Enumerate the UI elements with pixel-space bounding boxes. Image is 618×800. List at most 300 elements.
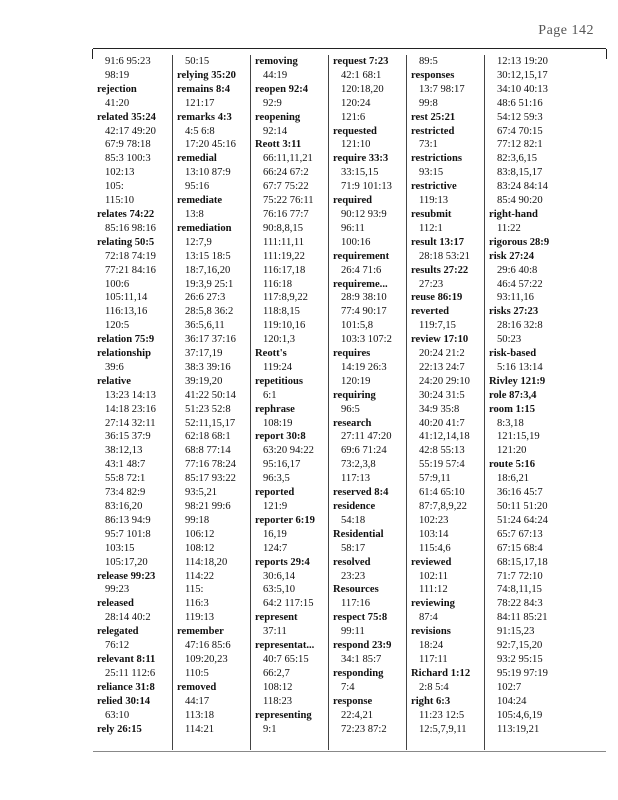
index-column-1 — [93, 55, 173, 750]
index-reference: 100:6 — [105, 278, 130, 290]
index-reference: 55:19 57:4 — [419, 459, 465, 471]
index-reference: 116:3 — [185, 598, 209, 610]
index-reference: 39:6 — [105, 361, 124, 373]
index-reference: 118:8,15 — [263, 306, 300, 318]
index-reference: 120:1,3 — [263, 334, 296, 346]
index-reference: 39:19,20 — [185, 375, 223, 387]
index-reference: 28:9 38:10 — [341, 292, 387, 304]
index-term: restrictions — [411, 153, 462, 165]
index-reference: 22:13 24:7 — [419, 361, 465, 373]
index-reference: 36:5,6,11 — [185, 320, 225, 332]
index-reference: 93:2 95:15 — [497, 653, 543, 665]
index-reference: 50:23 — [497, 334, 522, 346]
index-reference: 13:23 14:13 — [105, 389, 156, 401]
index-reference: 18:6,21 — [497, 473, 530, 485]
index-reference: 92:14 — [263, 125, 288, 137]
index-term: require 33:3 — [333, 153, 389, 165]
index-term: relegated — [97, 626, 139, 638]
index-reference: 20:24 21:2 — [419, 348, 465, 360]
index-term: Resources — [333, 584, 379, 596]
index-reference: 95:16,17 — [263, 459, 301, 471]
index-term: requireme... — [333, 278, 388, 290]
index-reference: 24:20 29:10 — [419, 375, 470, 387]
index-reference: 55:8 72:1 — [105, 473, 146, 485]
index-term: results 27:22 — [411, 264, 469, 276]
index-reference: 76:16 77:7 — [263, 208, 309, 220]
index-term: rigorous 28:9 — [489, 236, 550, 248]
index-reference: 96:11 — [341, 222, 365, 234]
index-reference: 73:4 82:9 — [105, 487, 146, 499]
index-reference: 34:9 35:8 — [419, 403, 460, 415]
index-reference: 105: — [105, 181, 124, 193]
index-term: response — [333, 695, 373, 707]
index-reference: 87:4 — [419, 612, 438, 624]
index-reference: 66:2,7 — [263, 667, 290, 679]
index-reference: 96:5 — [341, 403, 360, 415]
index-term: risk 27:24 — [489, 250, 535, 262]
index-reference: 111:19,22 — [263, 250, 305, 262]
index-term: relying 35:20 — [177, 69, 236, 81]
index-term: route 5:16 — [489, 459, 535, 471]
index-term: requires — [333, 348, 371, 360]
index-reference: 12:7,9 — [185, 236, 212, 248]
index-reference: 115:4,6 — [419, 542, 451, 554]
index-term: representing — [255, 709, 312, 721]
index-reference: 96:3,5 — [263, 473, 290, 485]
index-reference: 77:16 78:24 — [185, 459, 236, 471]
index-term: rest 25:21 — [411, 111, 456, 123]
index-reference: 120:19 — [341, 375, 371, 387]
index-term: relationship — [97, 348, 151, 360]
index-term: related 35:24 — [97, 111, 156, 123]
index-term: Richard 1:12 — [411, 667, 471, 679]
index-reference: 121:15,19 — [497, 431, 540, 443]
index-reference: 30:6,14 — [263, 570, 296, 582]
index-reference: 51:24 64:24 — [497, 514, 548, 526]
index-reference: 27:14 32:11 — [105, 417, 156, 429]
index-reference: 28:14 40:2 — [105, 612, 151, 624]
index-reference: 9:1 — [263, 723, 277, 735]
index-reference: 82:3,6,15 — [497, 153, 538, 165]
index-reference: 12:5,7,9,11 — [419, 723, 467, 735]
index-term: relating 50:5 — [97, 236, 155, 248]
index-reference: 72:23 87:2 — [341, 723, 387, 735]
index-reference: 106:12 — [185, 528, 215, 540]
index-term: Reott's — [255, 348, 287, 360]
index-reference: 102:7 — [497, 681, 522, 693]
index-term: resubmit — [411, 208, 452, 220]
index-reference: 36:15 37:9 — [105, 431, 151, 443]
index-term: relation 75:9 — [97, 334, 155, 346]
index-term: right 6:3 — [411, 695, 451, 707]
index-reference: 57:9,11 — [419, 473, 451, 485]
index-reference: 112:1 — [419, 222, 443, 234]
index-reference: 48:6 51:16 — [497, 97, 543, 109]
index-reference: 104:24 — [497, 695, 527, 707]
index-column-4 — [329, 55, 407, 750]
index-reference: 120:18,20 — [341, 83, 384, 95]
index-term: report 30:8 — [255, 431, 306, 443]
index-reference: 83:8,15,17 — [497, 167, 543, 179]
index-reference: 41:20 — [105, 97, 130, 109]
index-reference: 44:19 — [263, 69, 288, 81]
index-reference: 11:22 — [497, 222, 521, 234]
index-reference: 42:8 55:13 — [419, 445, 465, 457]
index-reference: 30:12,15,17 — [497, 69, 548, 81]
index-term: release 99:23 — [97, 570, 156, 582]
index-reference: 93:15 — [419, 167, 444, 179]
index-reference: 76:12 — [105, 640, 130, 652]
index-reference: 114:18,20 — [185, 556, 228, 568]
index-reference: 18:24 — [419, 640, 444, 652]
index-reference: 67:15 68:4 — [497, 542, 543, 554]
index-reference: 116:13,16 — [105, 306, 148, 318]
index-reference: 77:4 90:17 — [341, 306, 387, 318]
index-reference: 34:1 85:7 — [341, 653, 382, 665]
index-reference: 8:3,18 — [497, 417, 524, 429]
index-reference: 13:7 98:17 — [419, 83, 465, 95]
index-reference: 50:15 — [185, 56, 210, 67]
index-reference: 92:7,15,20 — [497, 640, 543, 652]
index-reference: 47:16 85:6 — [185, 640, 231, 652]
index-term: role 87:3,4 — [489, 389, 537, 401]
index-reference: 95:7 101:8 — [105, 528, 151, 540]
index-term: relative — [97, 375, 131, 387]
index-term: respond 23:9 — [333, 640, 392, 652]
index-reference: 58:17 — [341, 542, 366, 554]
index-reference: 68:8 77:14 — [185, 445, 231, 457]
index-reference: 23:23 — [341, 570, 366, 582]
index-reference: 90:12 93:9 — [341, 208, 387, 220]
index-reference: 85:3 100:3 — [105, 153, 151, 165]
index-reference: 103:3 107:2 — [341, 334, 392, 346]
index-reference: 120:5 — [105, 320, 130, 332]
index-reference: 116:18 — [263, 278, 293, 290]
index-reference: 119:13 — [185, 612, 215, 624]
index-term: reviewing — [411, 598, 455, 610]
index-reference: 90:8,8,15 — [263, 222, 304, 234]
index-reference: 105:17,20 — [105, 556, 148, 568]
index-reference: 14:19 26:3 — [341, 361, 387, 373]
index-reference: 4:5 6:8 — [185, 125, 215, 137]
index-reference: 102:13 — [105, 167, 135, 179]
index-reference: 67:4 70:15 — [497, 125, 543, 137]
index-reference: 66:24 67:2 — [263, 167, 309, 179]
index-term: remember — [177, 626, 224, 638]
index-reference: 75:22 76:11 — [263, 195, 314, 207]
index-term: relied 30:14 — [97, 695, 151, 707]
index-column-3 — [251, 55, 329, 750]
index-reference: 120:24 — [341, 97, 371, 109]
index-reference: 51:23 52:8 — [185, 403, 231, 415]
index-reference: 11:23 12:5 — [419, 709, 465, 721]
index-reference: 41:22 50:14 — [185, 389, 236, 401]
index-reference: 119:7,15 — [419, 320, 456, 332]
index-reference: 14:18 23:16 — [105, 403, 156, 415]
index-term: reported — [255, 487, 295, 499]
index-term: responding — [333, 667, 384, 679]
index-reference: 116:17,18 — [263, 264, 306, 276]
index-reference: 86:13 94:9 — [105, 514, 151, 526]
index-reference: 117:11 — [419, 653, 448, 665]
index-reference: 28:18 53:21 — [419, 250, 470, 262]
index-reference: 108:19 — [263, 417, 293, 429]
index-reference: 85:4 90:20 — [497, 195, 543, 207]
index-reference: 69:6 71:24 — [341, 445, 387, 457]
index-reference: 54:12 59:3 — [497, 111, 543, 123]
index-term: result 13:17 — [411, 236, 465, 248]
index-reference: 26:4 71:6 — [341, 264, 382, 276]
index-term: respect 75:8 — [333, 612, 388, 624]
index-reference: 124:7 — [263, 542, 288, 554]
index-term: risk-based — [489, 348, 537, 360]
index-reference: 22:4,21 — [341, 709, 374, 721]
index-reference: 95:16 — [185, 181, 210, 193]
index-reference: 99:8 — [419, 97, 438, 109]
index-term: remarks 4:3 — [177, 111, 232, 123]
index-reference: 33:15,15 — [341, 167, 379, 179]
index-reference: 42:1 68:1 — [341, 69, 382, 81]
index-reference: 25:11 112:6 — [105, 667, 156, 679]
index-reference: 63:20 94:22 — [263, 445, 314, 457]
index-reference: 77:12 82:1 — [497, 139, 543, 151]
index-reference: 115:10 — [105, 195, 135, 207]
index-reference: 67:7 75:22 — [263, 181, 309, 193]
index-term: representat... — [255, 640, 315, 652]
index-term: right-hand — [489, 208, 538, 220]
index-reference: 73:2,3,8 — [341, 459, 376, 471]
index-reference: 85:17 93:22 — [185, 473, 236, 485]
index-term: removed — [177, 681, 217, 693]
index-reference: 27:11 47:20 — [341, 431, 392, 443]
index-reference: 17:20 45:16 — [185, 139, 236, 151]
index-reference: 121:20 — [497, 445, 527, 457]
index-term: remains 8:4 — [177, 83, 231, 95]
word-index-columns — [93, 55, 606, 750]
index-term: restricted — [411, 125, 455, 137]
index-reference: 13:10 87:9 — [185, 167, 231, 179]
index-term: required — [333, 195, 373, 207]
index-reference: 98:19 — [105, 69, 130, 81]
index-term: reports 29:4 — [255, 556, 310, 568]
index-column-6 — [485, 55, 562, 750]
index-reference: 105:11,14 — [105, 292, 148, 304]
index-term: reuse 86:19 — [411, 292, 463, 304]
index-reference: 42:17 49:20 — [105, 125, 156, 137]
index-term: requested — [333, 125, 377, 137]
index-reference: 91:6 95:23 — [105, 56, 151, 67]
index-reference: 84:11 85:21 — [497, 612, 548, 624]
index-reference: 118:23 — [263, 695, 293, 707]
index-term: relevant 8:11 — [97, 653, 156, 665]
index-reference: 121:17 — [185, 97, 215, 109]
index-reference: 67:9 78:18 — [105, 139, 151, 151]
index-reference: 38:3 39:16 — [185, 361, 231, 373]
index-term: risks 27:23 — [489, 306, 539, 318]
index-reference: 103:15 — [105, 542, 135, 554]
index-reference: 114:21 — [185, 723, 215, 735]
index-reference: 101:5,8 — [341, 320, 374, 332]
index-reference: 12:13 19:20 — [497, 56, 548, 67]
index-term: Reott 3:11 — [255, 139, 302, 151]
index-term: requirement — [333, 250, 390, 262]
index-reference: 117:8,9,22 — [263, 292, 308, 304]
index-reference: 28:5,8 36:2 — [185, 306, 234, 318]
index-term: requiring — [333, 389, 376, 401]
index-reference: 61:4 65:10 — [419, 487, 465, 499]
index-reference: 26:6 27:3 — [185, 292, 226, 304]
index-term: reviewed — [411, 556, 452, 568]
index-reference: 92:9 — [263, 97, 282, 109]
index-reference: 87:7,8,9,22 — [419, 501, 467, 512]
index-reference: 95:19 97:19 — [497, 667, 548, 679]
index-reference: 54:18 — [341, 514, 366, 526]
index-reference: 74:8,11,15 — [497, 584, 542, 596]
index-reference: 41:12,14,18 — [419, 431, 470, 443]
index-reference: 38:12,13 — [105, 445, 143, 457]
index-reference: 37:11 — [263, 626, 287, 638]
index-reference: 28:16 32:8 — [497, 320, 543, 332]
index-term: remediation — [177, 222, 232, 234]
index-reference: 65:7 67:13 — [497, 528, 543, 540]
index-term: repetitious — [255, 375, 304, 387]
index-reference: 34:10 40:13 — [497, 83, 548, 95]
index-reference: 98:21 99:6 — [185, 501, 231, 512]
page-number: Page 142 — [538, 23, 594, 38]
index-term: remediate — [177, 195, 223, 207]
index-term: removing — [255, 56, 298, 67]
index-reference: 2:8 5:4 — [419, 681, 449, 693]
index-column-2 — [173, 55, 251, 750]
index-reference: 46:4 57:22 — [497, 278, 543, 290]
index-reference: 13:8 — [185, 208, 204, 220]
index-reference: 111:12 — [419, 584, 448, 596]
index-column-5 — [407, 55, 485, 750]
index-term: reverted — [411, 306, 450, 318]
index-reference: 117:16 — [341, 598, 371, 610]
index-reference: 72:18 74:19 — [105, 250, 156, 262]
index-term: residence — [333, 501, 376, 512]
index-reference: 119:24 — [263, 361, 293, 373]
index-reference: 113:19,21 — [497, 723, 540, 735]
index-reference: 40:20 41:7 — [419, 417, 465, 429]
index-reference: 68:15,17,18 — [497, 556, 548, 568]
index-reference: 6:1 — [263, 389, 277, 401]
index-reference: 50:11 51:20 — [497, 501, 548, 512]
index-reference: 77:21 84:16 — [105, 264, 156, 276]
index-reference: 44:17 — [185, 695, 210, 707]
index-reference: 121:9 — [263, 501, 288, 512]
index-reference: 66:11,11,21 — [263, 153, 313, 165]
index-term: reliance 31:8 — [97, 681, 155, 693]
index-reference: 62:18 68:1 — [185, 431, 231, 443]
index-reference: 13:15 18:5 — [185, 250, 231, 262]
index-reference: 52:11,15,17 — [185, 417, 236, 429]
index-term: reserved 8:4 — [333, 487, 389, 499]
index-reference: 83:16,20 — [105, 501, 143, 512]
index-reference: 99:18 — [185, 514, 210, 526]
index-reference: 27:23 — [419, 278, 444, 290]
index-reference: 30:24 31:5 — [419, 389, 465, 401]
index-term: Rivley 121:9 — [489, 375, 546, 387]
index-reference: 119:10,16 — [263, 320, 306, 332]
index-term: reopening — [255, 111, 301, 123]
index-reference: 78:22 84:3 — [497, 598, 543, 610]
index-reference: 108:12 — [185, 542, 215, 554]
index-term: released — [97, 598, 134, 610]
index-reference: 105:4,6,19 — [497, 709, 543, 721]
index-reference: 36:17 37:16 — [185, 334, 236, 346]
index-reference: 99:11 — [341, 626, 365, 638]
index-reference: 117:13 — [341, 473, 371, 485]
index-reference: 100:16 — [341, 236, 371, 248]
index-reference: 29:6 40:8 — [497, 264, 538, 276]
index-reference: 109:20,23 — [185, 653, 228, 665]
index-reference: 99:23 — [105, 584, 130, 596]
index-reference: 43:1 48:7 — [105, 459, 146, 471]
index-term: represent — [255, 612, 298, 624]
index-reference: 93:11,16 — [497, 292, 534, 304]
index-term: rely 26:15 — [97, 723, 142, 735]
index-reference: 110:5 — [185, 667, 209, 679]
index-reference: 119:13 — [419, 195, 449, 207]
index-reference: 113:18 — [185, 709, 215, 721]
index-term: restrictive — [411, 181, 457, 193]
index-reference: 114:22 — [185, 570, 215, 582]
index-reference: 71:7 72:10 — [497, 570, 543, 582]
index-term: relates 74:22 — [97, 208, 155, 220]
index-term: rejection — [97, 83, 137, 95]
index-reference: 108:12 — [263, 681, 293, 693]
index-reference: 37:17,19 — [185, 348, 223, 360]
index-reference: 19:3,9 25:1 — [185, 278, 234, 290]
index-term: reporter 6:19 — [255, 514, 315, 526]
index-term: reopen 92:4 — [255, 83, 309, 95]
index-reference: 7:4 — [341, 681, 355, 693]
index-term: review 17:10 — [411, 334, 469, 346]
index-reference: 115: — [185, 584, 204, 596]
index-reference: 73:1 — [419, 139, 438, 151]
index-reference: 5:16 13:14 — [497, 361, 543, 373]
index-reference: 83:24 84:14 — [497, 181, 548, 193]
index-reference: 16,19 — [263, 528, 287, 540]
index-term: Residential — [333, 528, 384, 540]
index-term: rephrase — [255, 403, 295, 415]
index-reference: 85:16 98:16 — [105, 222, 156, 234]
index-term: request 7:23 — [333, 56, 389, 67]
index-reference: 103:14 — [419, 528, 449, 540]
index-reference: 63:10 — [105, 709, 130, 721]
index-term: room 1:15 — [489, 403, 535, 415]
index-reference: 71:9 101:13 — [341, 181, 392, 193]
index-reference: 111:11,11 — [263, 236, 305, 248]
index-term: revisions — [411, 626, 451, 638]
index-reference: 63:5,10 — [263, 584, 296, 596]
index-term: research — [333, 417, 372, 429]
index-reference: 89:5 — [419, 56, 438, 67]
index-reference: 121:10 — [341, 139, 371, 151]
index-reference: 36:16 45:7 — [497, 487, 543, 499]
index-reference: 102:23 — [419, 514, 449, 526]
index-reference: 93:5,21 — [185, 487, 218, 499]
index-term: responses — [411, 69, 455, 81]
index-reference: 121:6 — [341, 111, 366, 123]
index-reference: 102:11 — [419, 570, 449, 582]
index-term: remedial — [177, 153, 217, 165]
index-reference: 91:15,23 — [497, 626, 535, 638]
index-reference: 64:2 117:15 — [263, 598, 314, 610]
index-reference: 40:7 65:15 — [263, 653, 309, 665]
